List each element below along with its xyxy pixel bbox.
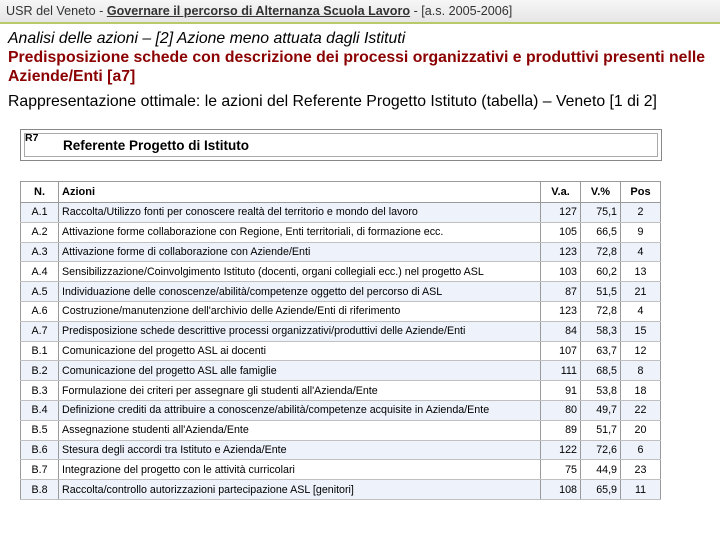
row-number: B.5	[21, 420, 59, 440]
referente-title: Referente Progetto di Istituto	[63, 138, 250, 153]
row-action: Raccolta/controllo autorizzazioni partecipazione ASL [genitori]	[59, 480, 541, 500]
table-row	[21, 222, 661, 242]
row-vp: 51,7	[581, 420, 621, 440]
row-vp: 53,8	[581, 381, 621, 401]
header-pos: Pos	[621, 182, 661, 203]
row-va: 103	[541, 262, 581, 282]
row-va: 89	[541, 420, 581, 440]
row-va: 108	[541, 480, 581, 500]
row-va: 127	[541, 203, 581, 223]
row-vp: 63,7	[581, 341, 621, 361]
row-number: A.1	[21, 203, 59, 223]
table-row	[21, 301, 661, 321]
actions-table	[20, 181, 661, 500]
header-prefix: USR del Veneto -	[6, 4, 107, 18]
table-row	[21, 321, 661, 341]
table-row	[21, 242, 661, 262]
row-vp: 75,1	[581, 203, 621, 223]
row-action: Integrazione del progetto con le attività curricolari	[59, 460, 541, 480]
action-title: Predisposizione schede con descrizione dei processi organizzativi e produttivi presenti nelle Aziende/Enti [a7]	[8, 49, 706, 85]
row-pos: 12	[621, 341, 661, 361]
table-row	[21, 381, 661, 401]
row-pos: 18	[621, 381, 661, 401]
row-number: B.6	[21, 440, 59, 460]
table-row	[21, 262, 661, 282]
row-vp: 60,2	[581, 262, 621, 282]
row-va: 87	[541, 282, 581, 302]
row-action: Comunicazione del progetto ASL alle famiglie	[59, 361, 541, 381]
table-row	[21, 203, 661, 223]
table-row	[21, 440, 661, 460]
row-action: Comunicazione del progetto ASL ai docenti	[59, 341, 541, 361]
row-pos: 20	[621, 420, 661, 440]
row-number: B.2	[21, 361, 59, 381]
row-vp: 72,6	[581, 440, 621, 460]
row-number: B.3	[21, 381, 59, 401]
row-va: 123	[541, 242, 581, 262]
row-va: 122	[541, 440, 581, 460]
row-vp: 58,3	[581, 321, 621, 341]
row-vp: 72,8	[581, 301, 621, 321]
row-action: Assegnazione studenti all'Azienda/Ente	[59, 420, 541, 440]
row-pos: 13	[621, 262, 661, 282]
header-n: N.	[21, 182, 59, 203]
row-pos: 4	[621, 242, 661, 262]
row-vp: 66,5	[581, 222, 621, 242]
header-divider	[0, 22, 720, 24]
table-row	[21, 282, 661, 302]
row-va: 91	[541, 381, 581, 401]
row-number: A.5	[21, 282, 59, 302]
table-row	[21, 480, 661, 500]
header-title: Governare il percorso di Alternanza Scuola Lavoro	[106, 4, 411, 18]
row-number: B.1	[21, 341, 59, 361]
row-action: Attivazione forme di collaborazione con Aziende/Enti	[59, 242, 541, 262]
referente-box	[20, 129, 662, 161]
table-row	[21, 460, 661, 480]
row-vp: 72,8	[581, 242, 621, 262]
row-pos: 22	[621, 400, 661, 420]
slide-header	[0, 0, 720, 23]
row-va: 84	[541, 321, 581, 341]
header-azioni: Azioni	[59, 182, 541, 203]
representation-caption: Rappresentazione ottimale: le azioni del Referente Progetto Istituto (tabella) – Veneto [1 di 2]	[8, 93, 657, 110]
row-pos: 23	[621, 460, 661, 480]
row-va: 80	[541, 400, 581, 420]
row-pos: 11	[621, 480, 661, 500]
table-row	[21, 400, 661, 420]
table-row	[21, 420, 661, 440]
row-action: Predisposizione schede descrittive processi organizzativi/produttivi delle Aziende/Enti	[59, 321, 541, 341]
row-va: 107	[541, 341, 581, 361]
row-action: Formulazione dei criteri per assegnare gli studenti all'Azienda/Ente	[59, 381, 541, 401]
row-vp: 65,9	[581, 480, 621, 500]
row-va: 75	[541, 460, 581, 480]
row-number: A.7	[21, 321, 59, 341]
row-number: A.2	[21, 222, 59, 242]
row-action: Stesura degli accordi tra Istituto e Azienda/Ente	[59, 440, 541, 460]
row-action: Individuazione delle conoscenze/abilità/competenze oggetto del percorso di ASL	[59, 282, 541, 302]
row-number: A.6	[21, 301, 59, 321]
row-number: B.4	[21, 400, 59, 420]
row-vp: 68,5	[581, 361, 621, 381]
header-suffix: - [a.s. 2005-2006]	[410, 4, 513, 18]
header-va: V.a.	[541, 182, 581, 203]
row-va: 123	[541, 301, 581, 321]
row-pos: 8	[621, 361, 661, 381]
row-vp: 44,9	[581, 460, 621, 480]
row-pos: 21	[621, 282, 661, 302]
table-header-row	[21, 182, 661, 203]
row-vp: 49,7	[581, 400, 621, 420]
referente-code: R7	[25, 132, 39, 144]
row-number: A.4	[21, 262, 59, 282]
row-pos: 4	[621, 301, 661, 321]
row-pos: 6	[621, 440, 661, 460]
row-pos: 15	[621, 321, 661, 341]
row-action: Sensibilizzazione/Coinvolgimento Istituto (docenti, organi collegiali ecc.) nel progetto ASL	[59, 262, 541, 282]
row-pos: 9	[621, 222, 661, 242]
row-action: Definizione crediti da attribuire a conoscenze/abilità/competenze acquisite in Azienda/Ente	[59, 400, 541, 420]
row-number: A.3	[21, 242, 59, 262]
row-action: Raccolta/Utilizzo fonti per conoscere realtà del territorio e mondo del lavoro	[59, 203, 541, 223]
row-va: 105	[541, 222, 581, 242]
row-va: 111	[541, 361, 581, 381]
row-vp: 51,5	[581, 282, 621, 302]
row-pos: 2	[621, 203, 661, 223]
row-action: Attivazione forme collaborazione con Regione, Enti territoriali, di formazione ecc.	[59, 222, 541, 242]
header-vp: V.%	[581, 182, 621, 203]
table-row	[21, 341, 661, 361]
row-number: B.8	[21, 480, 59, 500]
analysis-subtitle: Analisi delle azioni – [2] Azione meno attuata dagli Istituti	[8, 30, 406, 47]
table-row	[21, 361, 661, 381]
row-number: B.7	[21, 460, 59, 480]
row-action: Costruzione/manutenzione dell'archivio delle Aziende/Enti di riferimento	[59, 301, 541, 321]
